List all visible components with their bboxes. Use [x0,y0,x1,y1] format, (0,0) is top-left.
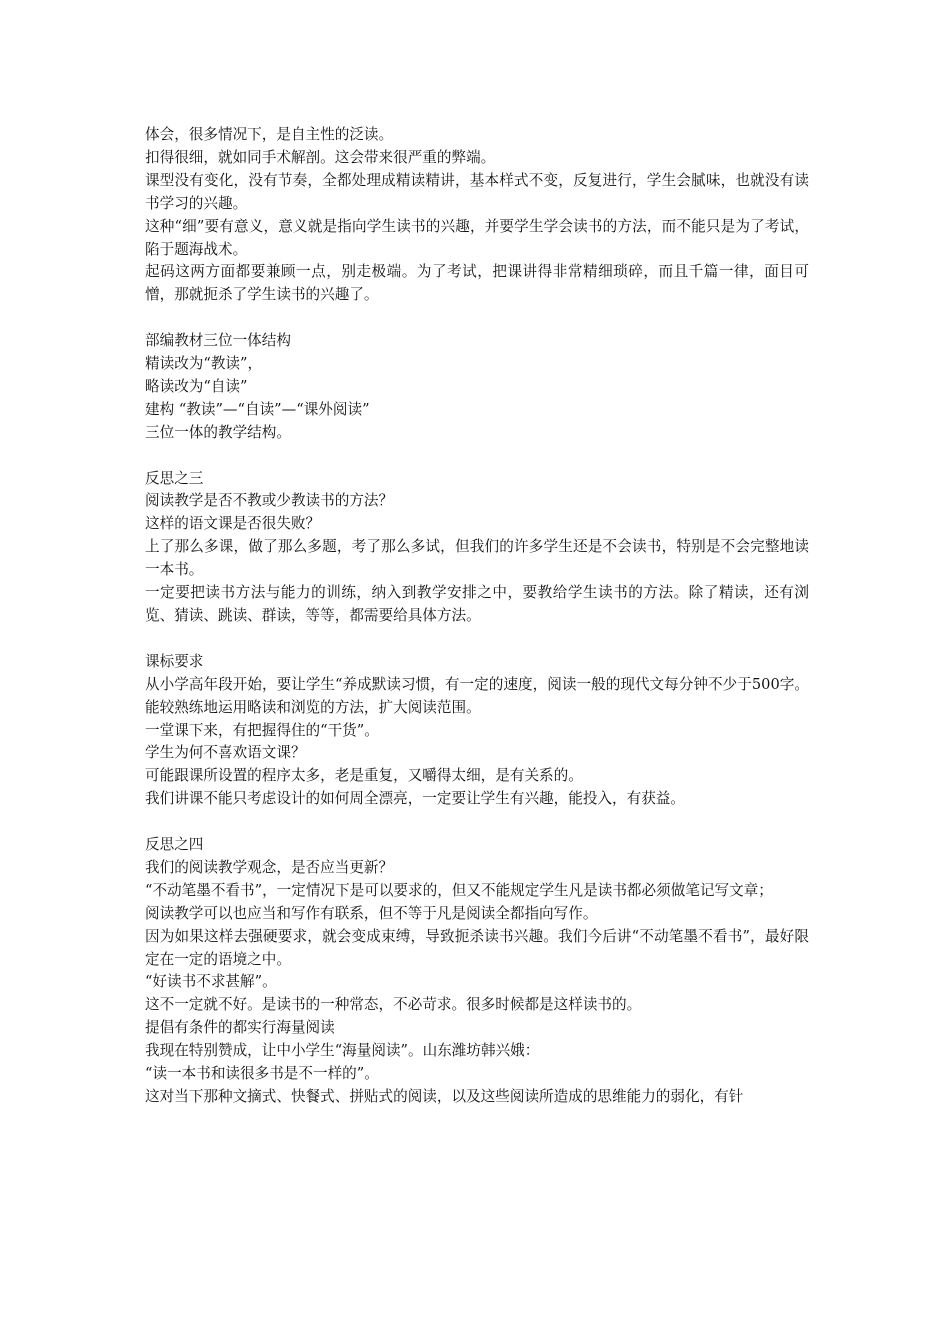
paragraph: 我们讲课不能只考虑设计的如何周全漂亮，一定要让学生有兴趣，能投入，有获益。 [145,790,685,808]
section-heading: 反思之三 [145,469,204,487]
blank-line [145,628,809,651]
paragraph: 我现在特别赞成，让中小学生“海量阅读”。山东潍坊韩兴娥： [145,1042,540,1060]
paragraph: 建构 “教读”—“自读”—“课外阅读” [145,400,370,418]
paragraph: 这对当下那种文摘式、快餐式、拼贴式的阅读，以及这些阅读所造成的思维能力的弱化，有针 [145,1088,744,1105]
paragraph: “读一本书和读很多书是不一样的”。 [145,1065,379,1083]
paragraph: 提倡有条件的都实行海量阅读 [145,1019,335,1037]
blank-line [145,811,809,834]
paragraph: 可能跟课所设置的程序太多，老是重复，又嚼得太细，是有关系的。 [145,767,583,785]
paragraph: 上了那么多课，做了那么多题，考了那么多试，但我们的许多学生还是不会读书，特别是不会完整地读一本书。 [145,538,809,579]
paragraph: 一堂课下来，有把握得住的“干货”。 [145,721,379,739]
paragraph: 这种“细”要有意义，意义就是指向学生读书的兴趣，并要学生学会读书的方法，而不能只是为了考试，陷于题海战术。 [145,217,809,258]
paragraph: 学生为何不喜欢语文课？ [145,744,306,762]
document-page [145,124,809,1109]
paragraph: “好读书不求甚解”。 [145,973,277,991]
paragraph: 这不一定就不好。是读书的一种常态，不必苛求。很多时候都是这样读书的。 [145,996,642,1014]
paragraph: 课型没有变化，没有节奏，全都处理成精读精讲，基本样式不变，反复进行，学生会腻味，也就没有读书学习的兴趣。 [145,171,809,212]
paragraph: “不动笔墨不看书”，一定情况下是可以要求的，但又不能规定学生凡是读书都必须做笔记写文章； [145,881,773,899]
paragraph: 从小学高年段开始，要让学生“养成默读习惯，有一定的速度，阅读一般的现代文每分钟不少于500字。能较熟练地运用略读和浏览的方法，扩大阅读范围。 [145,675,809,716]
paragraph: 起码这两方面都要兼顾一点，别走极端。为了考试，把课讲得非常精细琐碎，而且千篇一律，面目可憎，那就扼杀了学生读书的兴趣了。 [145,263,809,304]
paragraph: 因为如果这样去强硬要求，就会变成束缚，导致扼杀读书兴趣。我们今后讲“不动笔墨不看书”，最好限定在一定的语境之中。 [145,927,809,968]
blank-line [145,445,809,468]
paragraph: 略读改为“自读” [145,377,248,395]
section-heading: 反思之四 [145,836,204,854]
section-heading: 课标要求 [145,652,204,670]
paragraph: 我们的阅读教学观念，是否应当更新？ [145,858,394,876]
section-heading: 部编教材三位一体结构 [145,332,291,350]
paragraph: 一定要把读书方法与能力的训练，纳入到教学安排之中，要教给学生读书的方法。除了精读，还有浏览、猜读、跳读、群读，等等，都需要给具体方法。 [145,584,809,624]
paragraph: 阅读教学可以也应当和写作有联系，但不等于凡是阅读全都指向写作。 [145,904,598,922]
paragraph: 这样的语文课是否很失败？ [145,515,321,533]
paragraph: 体会，很多情况下，是自主性的泛读。 [145,126,394,143]
paragraph: 扣得很细，就如同手术解剖。这会带来很严重的弊端。 [145,148,496,166]
blank-line [145,307,809,330]
paragraph: 阅读教学是否不教或少教读书的方法？ [145,492,394,510]
paragraph: 三位一体的教学结构。 [145,423,291,441]
paragraph: 精读改为“教读”， [145,355,263,373]
